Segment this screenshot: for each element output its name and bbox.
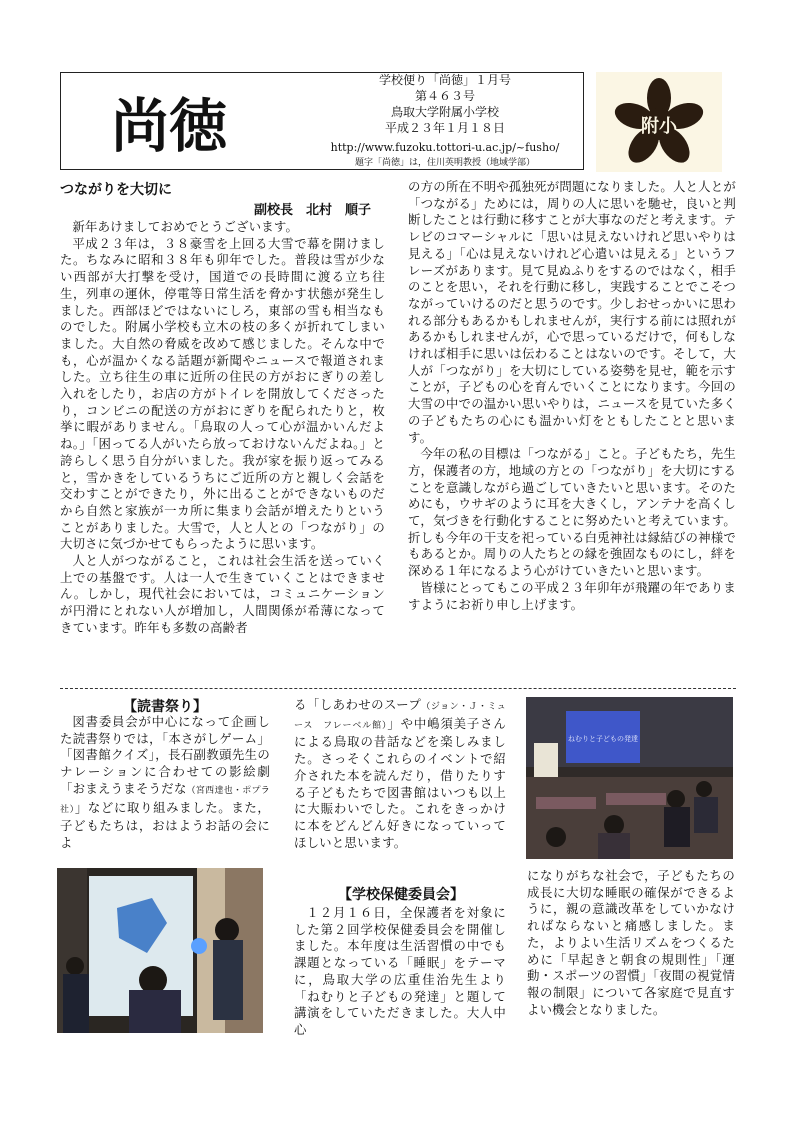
article1-paragraph: 新年あけましておめでとうございます。 [72,219,299,234]
reading-festival-text: 図書委員会が中心になって企画した読書祭りでは，「本さがしゲーム」「図書館クイズ」，長石副教頭先生のナレーションに合わせての影絵劇「おまえうまそうだな [60,714,270,796]
school-url[interactable]: http://www.fuzoku.tottori-u.ac.jp/~fusho/ [330,141,560,154]
newsletter-title: 学校便り「尚徳」１月号 [378,73,511,87]
issue-date: 平成２３年１月１８日 [384,121,505,135]
reading-festival-text: 」や中嶋須美子さんによる鳥取の昔話などを楽しみました。さっそくこれらのイベントで紹介された本を読んだり，借りたりする子どもたちで図書館はいつも以上に大賑わいでした。これをきっかけに本をどんどん好きになっていってほしいと思います。 [294,715,506,850]
section-divider [60,688,736,689]
health-committee-text-right [527,868,735,1018]
article1-paragraph: 人と人がつながること，これは社会生活を送っていく上での基盤です。人は一人で生きていくことはできません。しかし，現代社会においては，コミュニケーションが円滑にとれない人が増加し，人間関係が希薄になってきています。昨年も多数の高齢者 [60,553,385,635]
article1-paragraph: 皆様にとってもこの平成２３年卯年が飛躍の年でありますようにお祈り申し上げます。 [408,579,736,612]
health-committee-text-left [294,905,506,1039]
health-committee-text: １２月１６日，全保護者を対象にした第２回学校保健委員会を開催しました。本年度は生活習慣の中でも課題となっている「睡眠」をテーマに，鳥取大学の広重佳治先生より「ねむりと子どもの発達」と題して講演をしていただきました。大人中心 [294,905,506,1037]
section-title-reading-festival: 【読書祭り】 [123,699,207,715]
article1-column-left [60,219,385,637]
book-credit: （ジョン・Ｊ・ミュース フレーベル館） [294,702,506,731]
article1-paragraph: の方の所在不明や孤独死が問題になりました。人と人とが「つながる」ためには，周りの人に思いを馳せ，良いと判断したことは行動に移すことが大事なのだと考えます。テレビのコマーシャルに「思いは見えないけれど思いやりは見える」「心は見えないけれど心遣いは見える」というフレーズがあります。見て見ぬふりをするのではなく，相手のことを思い，それを行動に移し，実践することでこそつながっていけるのだと思うのです。少しおせっかいに思われる部分もあるかもしれませんが，実行する前には照れがあるかもしれませんが，心で思っているだけで，何もしなければ相手に思いは伝わることはないのです。そして，大人が「つながり」を大切にしている姿勢を見せ，範を示すことが，子どもの心を育んでいくことになります。今回の大雪の中での温かい思いやりは，ニュースを見ていた多くの子どもたちの心にも温かい灯をともしたことと思います。 [408,179,736,445]
school-emblem [596,72,722,172]
article-title-tsunagari: つながりを大切に [60,182,172,198]
issue-number: 第４６３号 [414,89,475,103]
projector-screen-text: ねむりと子どもの発達 [568,735,638,743]
emblem-text: 附小 [641,116,677,137]
calligraphy-credit: 題字「尚徳」は，住川英明教授（地域学部） [354,158,535,168]
article-byline: 副校長 北村 順子 [254,203,372,218]
reading-festival-text: 」などに取り組みました。また，子どもたちは，おはようお話の会によ [60,799,271,850]
school-name: 鳥取大学附属小学校 [390,105,499,119]
book-credit: （宮西達也・ポプラ社） [60,785,270,815]
reading-festival-text: る「しあわせのスープ [294,697,422,712]
title-calligraphy-text: 尚徳 [110,92,228,160]
reading-festival-text-left [60,714,270,852]
reading-festival-text-right [294,697,506,851]
photo-shadow-play [57,868,263,1033]
title-calligraphy-logo [104,84,234,164]
section-title-health-committee: 【学校保健委員会】 [338,887,464,903]
article1-column-right [408,179,736,613]
photo-lecture-hall [526,697,733,859]
health-committee-text: になりがちな社会で，子どもたちの成長に大切な睡眠の確保ができるように，親の意識改革をしていかなければならないと痛感しました。また，よりよい生活リズムをつくるために「早起きと朝食の規則性」「運動・スポーツの習慣」「夜間の視覚情報の制限」について各家庭で見直すよい機会となりました。 [527,868,735,1017]
article1-paragraph: 今年の私の目標は「つながる」こと。子どもたち，先生方，保護者の方，地域の方との「つながり」を大切にすることを意識しながら過ごしていきたいと思います。そのためにも，ウサギのように耳を大きくし，アンテナを高くして，気づきを行動化することに努めたいと考えています。折しも今年の干支を祀っている白兎神社は縁結びの神様でもあるとか。周りの人たちとの縁を強固なものにし，絆を深める１年になるよう心がけていきたいと思います。 [408,446,736,579]
article1-paragraph: 平成２３年は，３８豪雪を上回る大雪で幕を開けました。ちなみに昭和３８年も卯年でした。普段は雪が少ない西部が大打撃を受け，国道での長時間に渡る立ち往生，列車の運休，停電等日常生活を脅かす状態が発生しました。西部ほどではないにしろ，東部の雪も相当なものでした。附属小学校も立木の枝の多くが折れてしまいました。大自然の脅威を改めて感じました。そんな中でも，心が温かくなる話題が新聞やニュースで報道されました。立ち往生の車に近所の住民の方がおにぎりの差し入れをしたり，お店の方がトイレを開放してくださったり，コンビニの配送の方がおにぎりを配られたりと，枚挙に暇がありません。「鳥取の人って心が温かいんだよね。」「困ってる人がいたら放っておけないんだよね。」と誇らしく思う自分がいました。我が家を振り返ってみると，雪かきをしているうちにご近所の方と親しく会話を交わすことができたり，外に出ることができないものだから自然と家族が一カ所に集まり会話が増えたりということがありました。大雪で，人と人との「つながり」の大切さに気づかせてもらったように思います。 [60,235,385,552]
